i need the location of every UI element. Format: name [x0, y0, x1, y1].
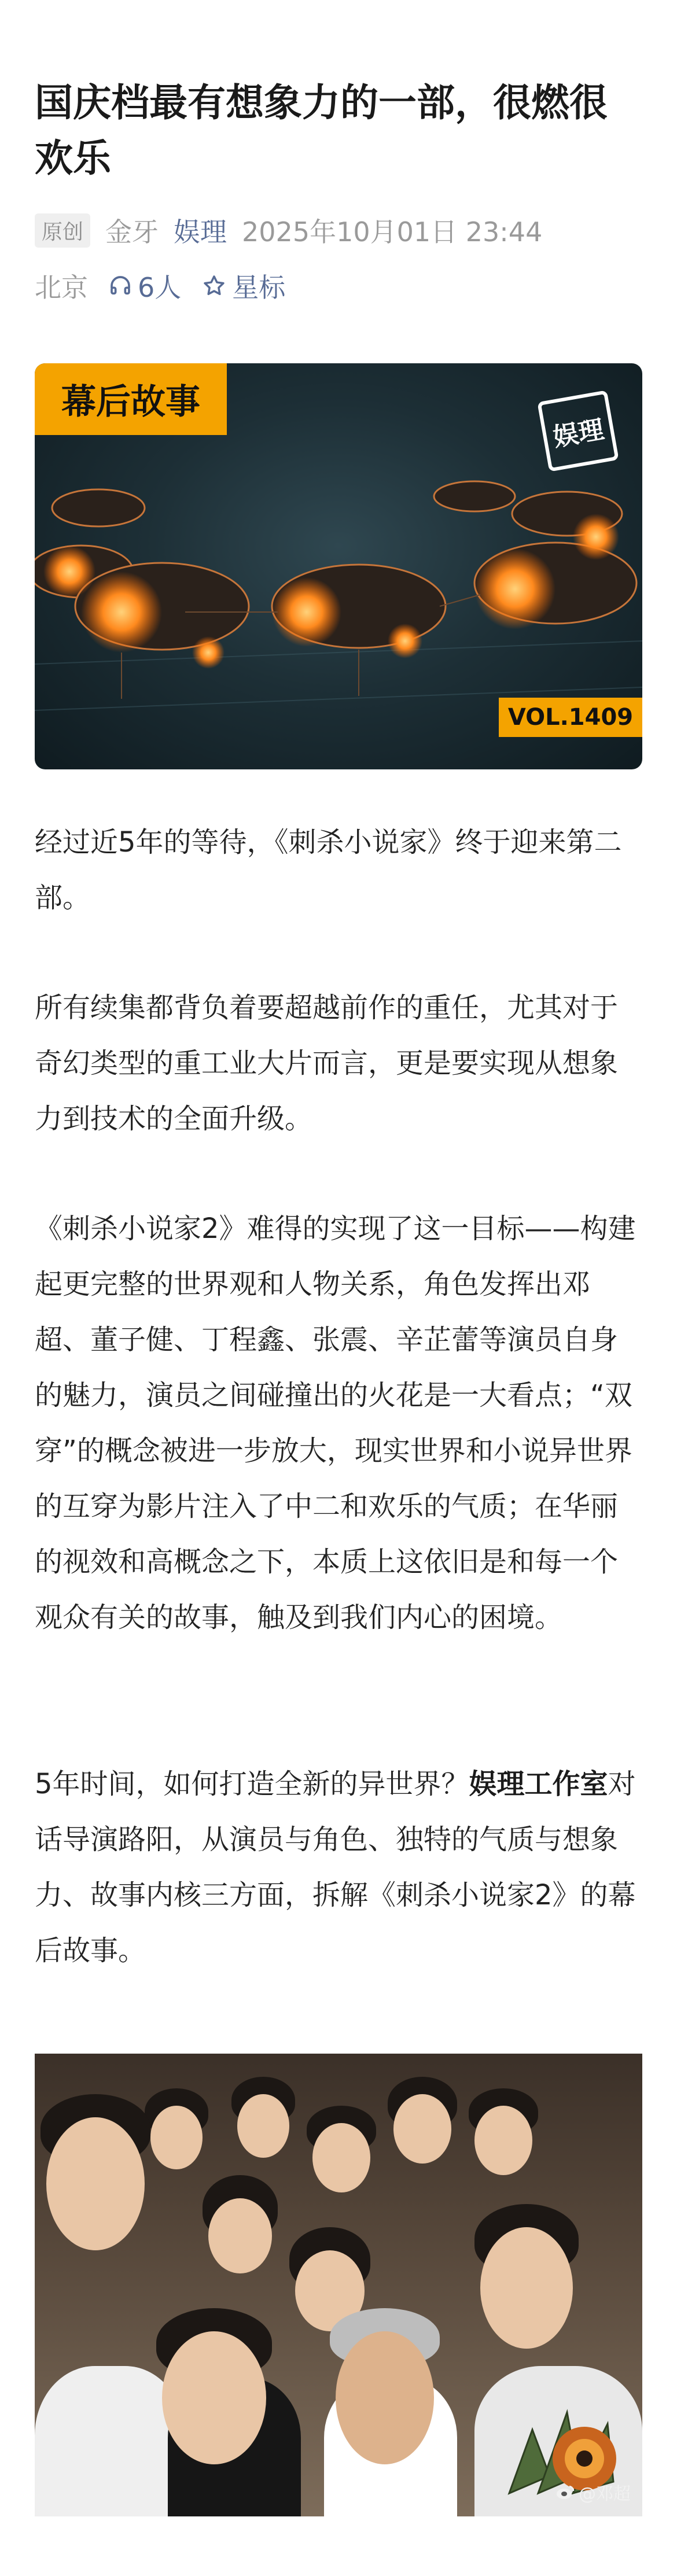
paragraph-2: 所有续集都背负着要超越前作的重任，尤其对于奇幻类型的重工业大片而言，更是要实现从想象力到技术的全面升级。 [35, 992, 619, 1135]
article-meta-row [35, 212, 542, 249]
author-name: 金牙 [105, 216, 159, 248]
person-face [480, 2227, 573, 2349]
person-face [393, 2094, 451, 2164]
paragraph-4-rest: 对话导演路阳，从演员与角色、独特的气质与想象力、故事内核三方面，拆解《刺杀小说家2》的幕后故事。 [35, 1768, 636, 1967]
hero-volume-label: VOL.1409 [499, 698, 642, 737]
person-face [312, 2123, 370, 2192]
article-title: 国庆档最有想象力的一部，很燃很欢乐 [35, 80, 608, 180]
weibo-icon [555, 2484, 575, 2500]
paragraph-4 [35, 1756, 642, 1978]
original-badge: 原创 [35, 213, 90, 248]
star-outline-icon [202, 274, 226, 298]
article-meta-row-2 [35, 267, 306, 304]
person-face [162, 2331, 266, 2464]
publish-datetime: 2025年10月01日 23:44 [242, 216, 543, 248]
listeners-count: 6人 [138, 272, 182, 303]
person-face [336, 2331, 434, 2464]
hero-banner-image[interactable] [35, 363, 642, 769]
headphones-icon [109, 274, 132, 297]
person-face [208, 2198, 272, 2273]
star-button[interactable] [202, 267, 285, 305]
person-face [150, 2106, 203, 2169]
star-label: 星标 [232, 272, 286, 303]
cast-group-photo[interactable] [35, 2054, 642, 2516]
paragraph-1: 经过近5年的等待，《刺杀小说家》终于迎来第二部。 [35, 826, 622, 914]
paragraph-4-lead: 5年时间，如何打造全新的异世界？ [35, 1768, 469, 1800]
yuli-logo: 娱理 [537, 390, 619, 471]
photo-watermark [555, 2479, 631, 2505]
listen-button[interactable] [109, 267, 181, 305]
person-face [237, 2094, 289, 2158]
person-face [474, 2106, 532, 2175]
hero-tag-label: 幕后故事 [35, 363, 227, 435]
studio-name-highlight: 娱理工作室 [469, 1768, 608, 1800]
person-face [46, 2117, 145, 2250]
location-text: 北京 [35, 272, 88, 303]
account-link[interactable]: 娱理 [174, 216, 227, 248]
watermark-text: @邓超 [579, 2484, 631, 2504]
paragraph-3: 《刺杀小说家2》难得的实现了这一目标——构建起更完整的世界观和人物关系，角色发挥出邓超、董子健、丁程鑫、张震、辛芷蕾等演员自身的魅力，演员之间碰撞出的火花是一大看点；“双穿”的概念被进一步放大，现实世界和小说异世界的互穿为影片注入了中二和欢乐的气质；在华丽的视效和高概念之下，本质上这依旧是和每一个观众有关的故事，触及到我们内心的困境。 [35, 1213, 636, 1634]
